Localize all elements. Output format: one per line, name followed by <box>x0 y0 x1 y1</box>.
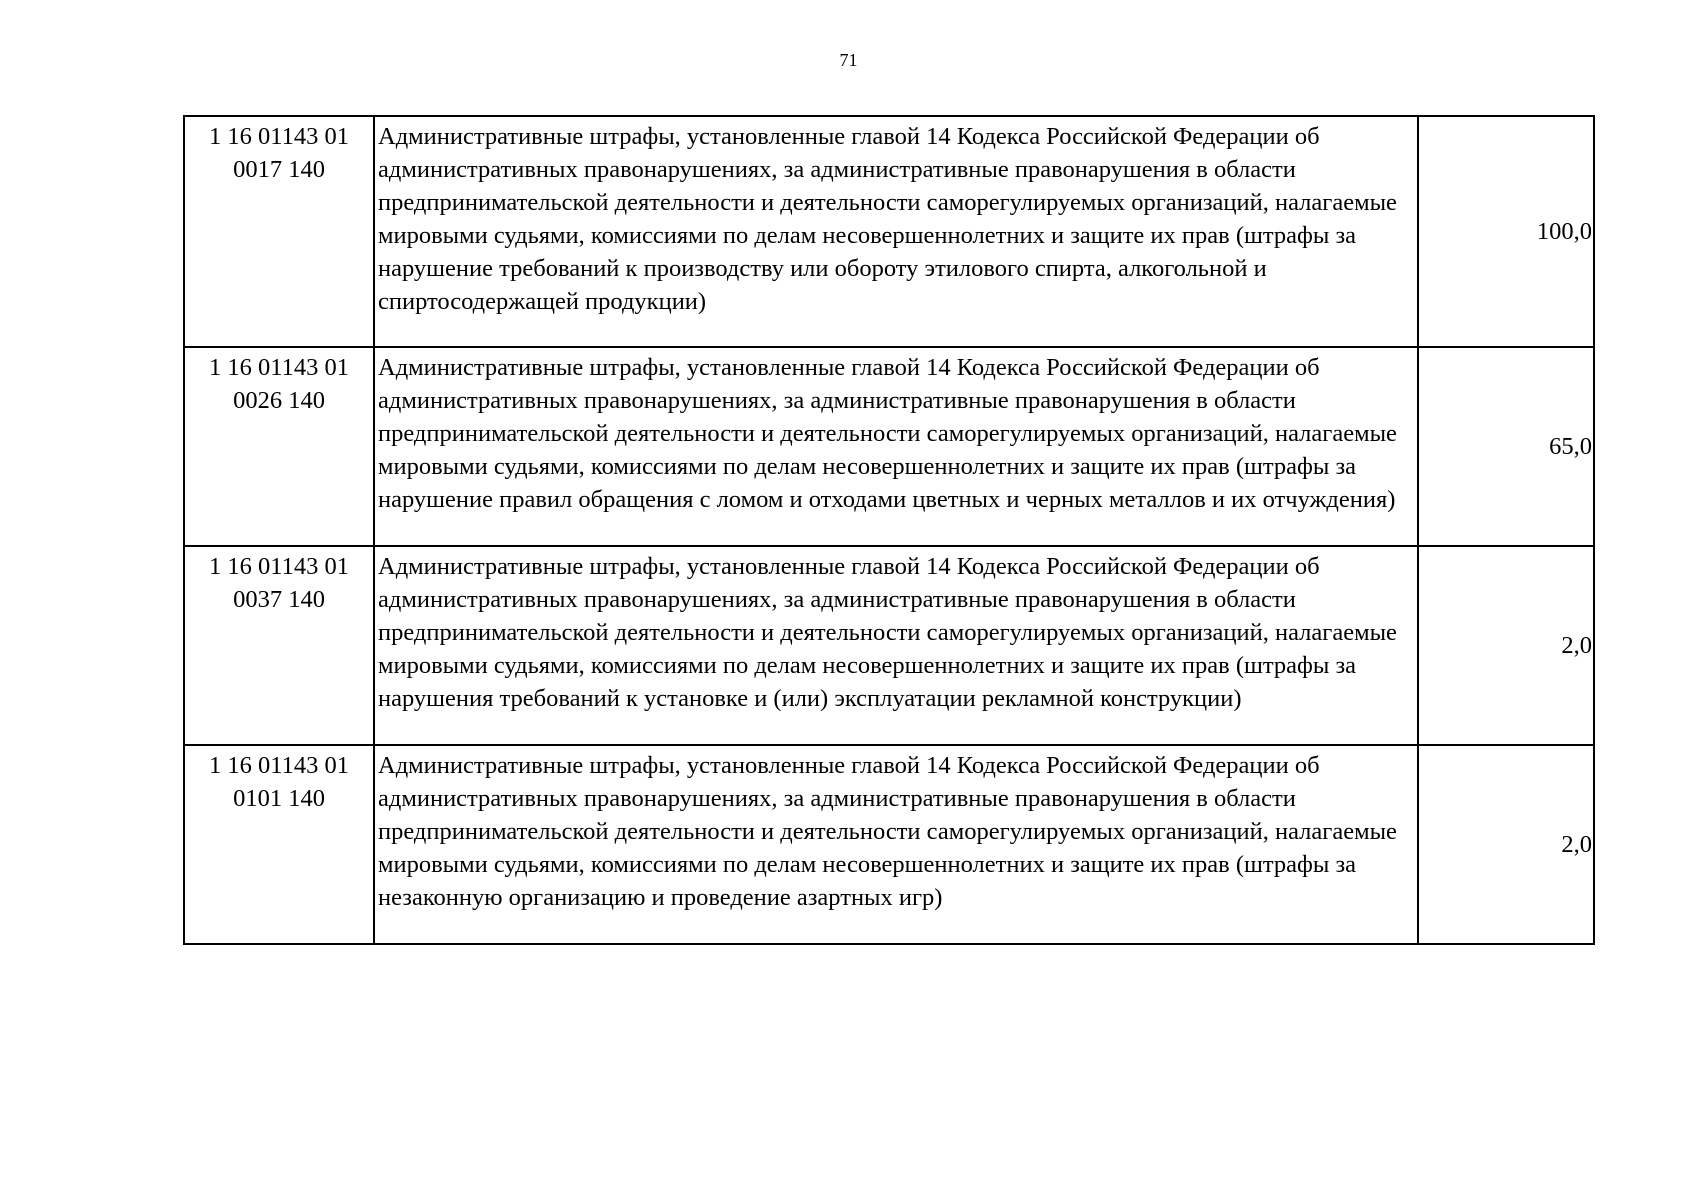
revenue-description: Административные штрафы, установленные главой 14 Кодекса Российской Федерации об административных правонарушениях, за административные правонарушения в области предпринимательской деятельности и деятельности саморегулируемых организаций, налагаемые мировыми судьями, комиссиями по делам несовершеннолетних и защите их прав (штрафы за нарушение правил обращения с ломом и отходами цветных и черных металлов и их отчуждения) <box>374 347 1418 546</box>
revenue-amount: 100,0 <box>1418 116 1594 347</box>
page-number: 71 <box>839 50 858 70</box>
budget-classification-code: 1 16 01143 01 0101 140 <box>184 745 374 944</box>
budget-revenue-table <box>183 115 1595 945</box>
table-row <box>184 116 1594 347</box>
revenue-description: Административные штрафы, установленные главой 14 Кодекса Российской Федерации об административных правонарушениях, за административные правонарушения в области предпринимательской деятельности и деятельности саморегулируемых организаций, налагаемые мировыми судьями, комиссиями по делам несовершеннолетних и защите их прав (штрафы за нарушения требований к установке и (или) эксплуатации рекламной конструкции) <box>374 546 1418 745</box>
revenue-description: Административные штрафы, установленные главой 14 Кодекса Российской Федерации об административных правонарушениях, за административные правонарушения в области предпринимательской деятельности и деятельности саморегулируемых организаций, налагаемые мировыми судьями, комиссиями по делам несовершеннолетних и защите их прав (штрафы за нарушение требований к производству или обороту этилового спирта, алкогольной и спиртосодержащей продукции) <box>374 116 1418 347</box>
revenue-amount: 2,0 <box>1418 745 1594 944</box>
budget-classification-code: 1 16 01143 01 0017 140 <box>184 116 374 347</box>
table-row <box>184 347 1594 546</box>
revenue-amount: 2,0 <box>1418 546 1594 745</box>
revenue-amount: 65,0 <box>1418 347 1594 546</box>
budget-classification-code: 1 16 01143 01 0037 140 <box>184 546 374 745</box>
revenue-description: Административные штрафы, установленные главой 14 Кодекса Российской Федерации об административных правонарушениях, за административные правонарушения в области предпринимательской деятельности и деятельности саморегулируемых организаций, налагаемые мировыми судьями, комиссиями по делам несовершеннолетних и защите их прав (штрафы за незаконную организацию и проведение азартных игр) <box>374 745 1418 944</box>
table-row <box>184 745 1594 944</box>
table-row <box>184 546 1594 745</box>
budget-classification-code: 1 16 01143 01 0026 140 <box>184 347 374 546</box>
